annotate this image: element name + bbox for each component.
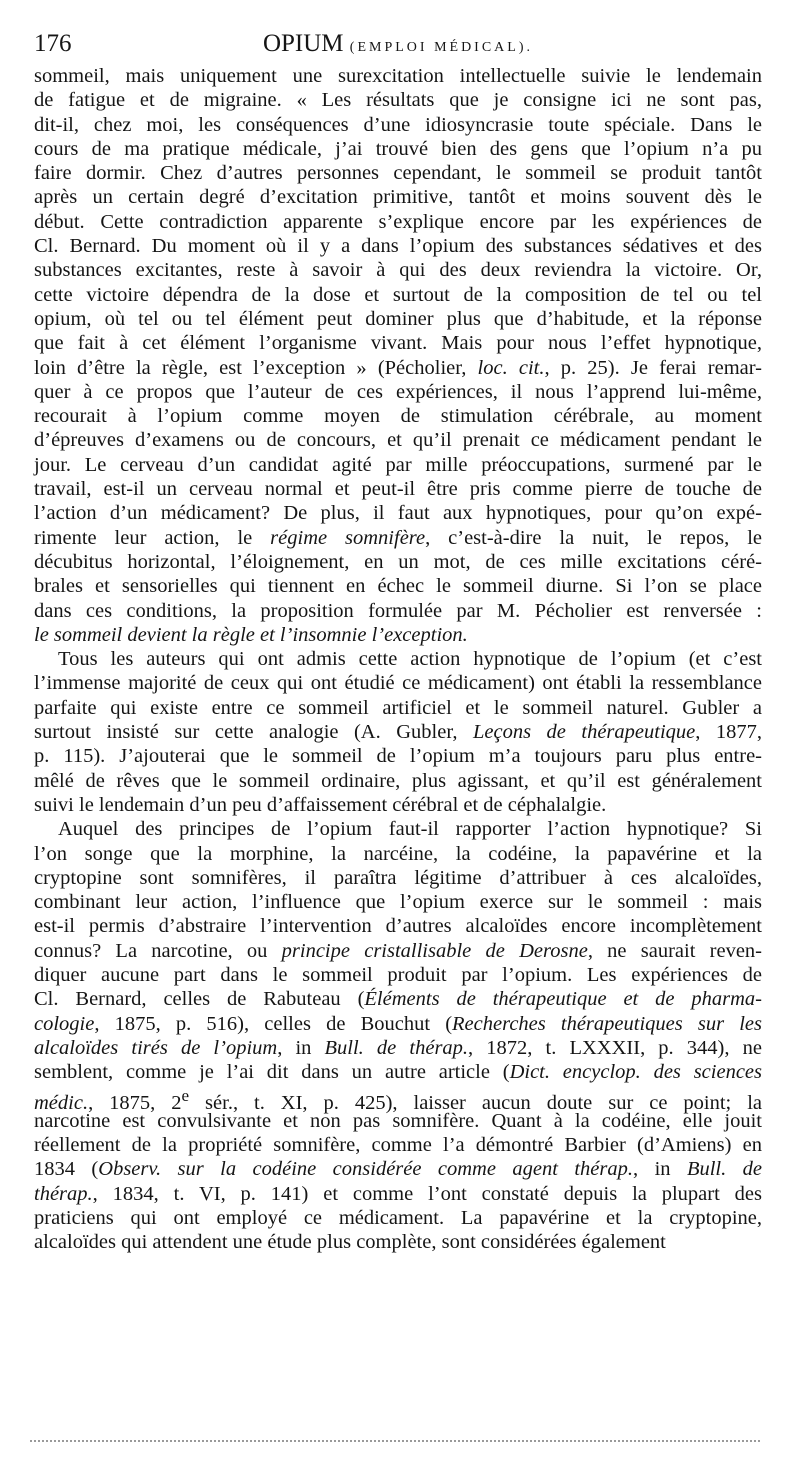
text-line: mêlé de rêves que le sommeil ordinaire, plus agissant, et qu’il est généralement	[34, 769, 762, 792]
text-line: est-il permis d’abstraire l’intervention d’autres alcaloïdes encore incomplètement	[34, 915, 762, 938]
text-line: médic., 1875, 2e sér., t. XI, p. 425), laisser aucun doute sur ce point; la	[34, 1086, 762, 1115]
text-line: cologie, 1875, p. 516), celles de Bouchut (Recherches thérapeutiques sur les	[34, 1012, 763, 1035]
text-line: décubitus horizontal, l’éloignement, en un mot, de ces mille excitations céré-	[34, 550, 762, 573]
text-line: l’action d’un médicament? De plus, il faut aux hypnotiques, pour qu’on expé-	[34, 502, 762, 525]
body-text	[34, 64, 762, 1255]
text-line: dit-il, chez moi, les conséquences d’une idiosyncrasie toute spéciale. Dans le	[34, 113, 762, 136]
running-head	[34, 30, 762, 58]
text-line: loin d’être la règle, est l’exception » (Pécholier, loc. cit., p. 25). Je ferai remar-	[34, 356, 762, 379]
page-number: 176	[34, 30, 72, 57]
running-subtitle: (EMPLOI MÉDICAL).	[349, 40, 534, 55]
text-line: semblent, comme je l’ai dit dans un autre article (Dict. encyclop. des sciences	[34, 1061, 763, 1084]
text-line: p. 115). J’ajouterai que le sommeil de l’opium m’a toujours paru plus entre-	[34, 745, 762, 768]
text-line: brales et sensorielles qui tiennent en échec le sommeil diurne. Si l’on se place	[34, 575, 762, 598]
text-line: alcaloïdes qui attendent une étude plus complète, sont considérées également	[34, 1231, 666, 1254]
text-line: quer à ce propos que l’auteur de ces expériences, il nous l’apprend lui-même,	[34, 380, 762, 403]
text-line: l’immense majorité de ceux qui ont étudié ce médicament) ont établi la ressemblance	[34, 672, 762, 695]
text-line: combinant leur action, l’influence que l’opium exerce sur le sommeil : mais	[34, 891, 762, 914]
text-line: Tous les auteurs qui ont admis cette action hypnotique de l’opium (et c’est	[58, 648, 762, 671]
text-line: rimente leur action, le régime somnifère, c’est-à-dire la nuit, le repos, le	[34, 526, 762, 549]
text-line: cette victoire dépendra de la dose et surtout de la composition de tel ou tel	[34, 283, 762, 306]
text-line: suivi le lendemain d’un peu d’affaissement cérébral et de céphalalgie.	[34, 793, 607, 816]
text-line: le sommeil devient la règle et l’insomnie l’exception.	[34, 623, 468, 646]
running-title: OPIUM	[262, 30, 344, 57]
text-line: connus? La narcotine, ou principe cristallisable de Derosne, ne saurait reven-	[34, 939, 763, 962]
text-line: cours de ma pratique médicale, j’ai trouvé bien des gens que l’opium n’a pu	[34, 137, 762, 160]
text-line: faire dormir. Chez d’autres personnes cependant, le sommeil se produit tantôt	[34, 162, 762, 185]
text-line: travail, est-il un cerveau normal et peut-il être pris comme pierre de touche de	[34, 478, 762, 501]
text-line: Cl. Bernard. Du moment où il y a dans l’opium des substances sédatives et des	[34, 235, 762, 258]
text-line: l’on songe que la morphine, la narcéine, la codéine, la papavérine et la	[34, 842, 762, 865]
text-line: narcotine est convulsivante et non pas somnifère. Quant à la codéine, elle jouit	[34, 1109, 762, 1132]
text-line: Cl. Bernard, celles de Rabuteau (Éléments de thérapeutique et de pharma-	[34, 988, 763, 1011]
text-line: alcaloïdes tirés de l’opium, in Bull. de thérap., 1872, t. LXXXII, p. 344), ne	[34, 1036, 762, 1059]
text-line: 1834 (Observ. sur la codéine considérée comme agent thérap., in Bull. de	[34, 1158, 763, 1181]
running-header	[34, 28, 762, 64]
text-line: que fait à cet élément l’organisme vivant. Mais pour nous l’effet hypnotique,	[34, 332, 762, 355]
text-line: thérap., 1834, t. VI, p. 141) et comme l’ont constaté depuis la plupart des	[34, 1182, 762, 1205]
text-line: Auquel des principes de l’opium faut-il rapporter l’action hypnotique? Si	[58, 818, 762, 841]
text-line: surtout insisté sur cette analogie (A. Gubler, Leçons de thérapeutique, 1877,	[34, 721, 762, 744]
text-line: d’épreuves d’examens ou de concours, et qu’il prenait ce médicament pendant le	[34, 429, 762, 452]
text-line: cryptopine sont somnifères, il paraîtra légitime d’attribuer à ces alcaloïdes,	[34, 866, 762, 889]
text-line: dans ces conditions, la proposition formulée par M. Pécholier est renversée :	[34, 599, 762, 622]
text-line: jour. Le cerveau d’un candidat agité par mille préoccupations, surmené par le	[34, 453, 762, 476]
text-line: réellement de la propriété somnifère, comme l’a démontré Barbier (d’Amiens) en	[34, 1134, 762, 1157]
text-line: substances excitantes, reste à savoir à qui des deux reviendra la victoire. Or,	[34, 259, 762, 282]
text-line: après un certain degré d’excitation primitive, tantôt et moins souvent dès le	[34, 186, 762, 209]
text-line: début. Cette contradiction apparente s’explique encore par les expériences de	[34, 210, 762, 233]
text-line: parfaite qui existe entre ce sommeil artificiel et le sommeil naturel. Gubler a	[34, 696, 762, 719]
text-line: sommeil, mais uniquement une surexcitation intellectuelle suivie le lendemain	[34, 65, 762, 87]
text-line: de fatigue et de migraine. « Les résultats que je consigne ici ne sont pas,	[34, 89, 762, 112]
footer-rule	[30, 1440, 760, 1442]
text-line: diquer aucune part dans le sommeil produit par l’opium. Les expériences de	[34, 963, 762, 986]
text-line: recourait à l’opium comme moyen de stimulation cérébrale, au moment	[34, 405, 762, 428]
text-line: praticiens qui ont employé ce médicament. La papavérine et la cryptopine,	[34, 1206, 762, 1229]
text-line: opium, où tel ou tel élément peut dominer plus que d’habitude, et la réponse	[34, 307, 762, 330]
